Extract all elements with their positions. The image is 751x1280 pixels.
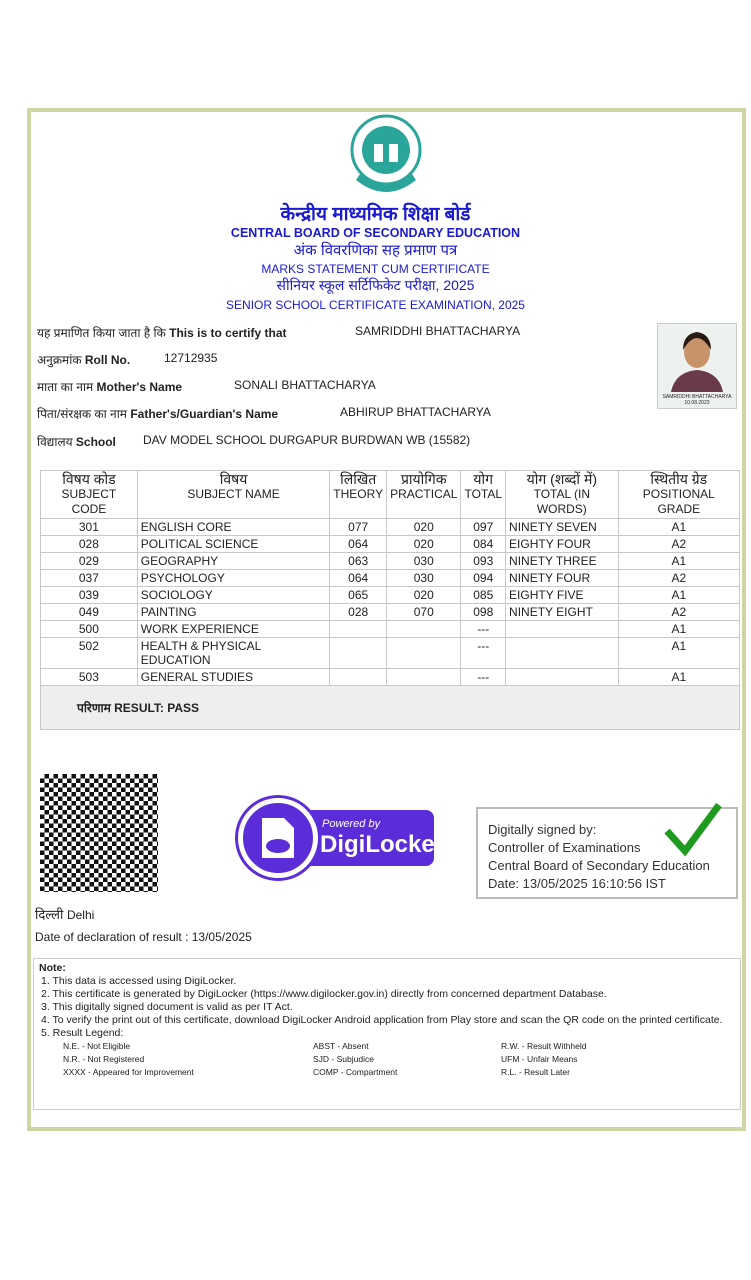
table-cell: 064	[330, 536, 387, 553]
table-cell: 030	[387, 553, 461, 570]
table-row	[41, 536, 740, 553]
table-row	[41, 587, 740, 604]
table-row	[41, 570, 740, 587]
table-cell: 049	[41, 604, 138, 621]
table-cell: NINETY FOUR	[506, 570, 619, 587]
table-row	[41, 519, 740, 536]
mother-label: माता का नाम Mother's Name	[37, 380, 183, 394]
place: दिल्ली Delhi	[35, 907, 95, 922]
school-label: विद्यालय School	[37, 435, 116, 449]
table-cell	[330, 621, 387, 638]
table-cell: 077	[330, 519, 387, 536]
roll-number: 12712935	[164, 351, 218, 365]
table-cell	[506, 621, 619, 638]
table-cell: 500	[41, 621, 138, 638]
table-cell	[330, 638, 387, 669]
student-photo: SAMRIDDHI BHATTACHARYA 10.08.2023	[657, 323, 737, 409]
table-cell: A1	[618, 587, 739, 604]
digilocker-badge: Powered by DigiLocker	[238, 798, 434, 878]
legend-item: COMP - Compartment	[313, 1067, 398, 1077]
note-item: 1. This data is accessed using DigiLocker.	[41, 975, 237, 987]
legend-item: ABST - Absent	[313, 1041, 369, 1051]
table-cell: A2	[618, 604, 739, 621]
table-cell: SOCIOLOGY	[137, 587, 330, 604]
table-cell: 097	[461, 519, 506, 536]
table-row	[41, 621, 740, 638]
student-name: SAMRIDDHI BHATTACHARYA	[355, 324, 521, 338]
table-cell: GENERAL STUDIES	[137, 669, 330, 686]
table-cell: PAINTING	[137, 604, 330, 621]
table-cell	[387, 638, 461, 669]
table-cell: A1	[618, 669, 739, 686]
table-cell: 030	[387, 570, 461, 587]
table-cell: 020	[387, 587, 461, 604]
table-cell: EIGHTY FOUR	[506, 536, 619, 553]
father-name: ABHIRUP BHATTACHARYA	[340, 405, 491, 419]
table-cell: A1	[618, 519, 739, 536]
table-cell: ---	[461, 669, 506, 686]
table-cell: 093	[461, 553, 506, 570]
qr-code[interactable]	[40, 774, 158, 892]
cbse-logo	[348, 114, 424, 200]
table-cell: A1	[618, 553, 739, 570]
table-row	[41, 669, 740, 686]
note-item: 3. This digitally signed document is valid as per IT Act.	[41, 1001, 293, 1013]
table-row	[41, 604, 740, 621]
legend-item: SJD - Subjudice	[313, 1054, 374, 1064]
declaration-date: Date of declaration of result : 13/05/2025	[35, 930, 252, 944]
table-cell: GEOGRAPHY	[137, 553, 330, 570]
column-header: प्रायोगिक PRACTICAL	[387, 471, 461, 519]
legend-item: UFM - Unfair Means	[501, 1054, 578, 1064]
checkmark-icon	[663, 801, 723, 857]
column-header: विषय कोड SUBJECT CODE	[41, 471, 138, 519]
table-cell: ---	[461, 621, 506, 638]
table-cell: POLITICAL SCIENCE	[137, 536, 330, 553]
table-cell: WORK EXPERIENCE	[137, 621, 330, 638]
table-cell: 094	[461, 570, 506, 587]
note-item: 5. Result Legend:	[41, 1027, 124, 1039]
table-cell: 029	[41, 553, 138, 570]
table-cell: ENGLISH CORE	[137, 519, 330, 536]
table-cell: ---	[461, 638, 506, 669]
legend-item: R.W. - Result Withheld	[501, 1041, 587, 1051]
table-cell: 028	[41, 536, 138, 553]
school-name: DAV MODEL SCHOOL DURGAPUR BURDWAN WB (15582)	[143, 433, 471, 447]
table-cell: 063	[330, 553, 387, 570]
table-cell: 065	[330, 587, 387, 604]
table-cell: A1	[618, 638, 739, 669]
table-cell	[506, 669, 619, 686]
father-label: पिता/संरक्षक का नाम Father's/Guardian's Name	[37, 407, 279, 421]
board-name-hindi: केन्द्रीय माध्यमिक शिक्षा बोर्ड	[280, 204, 471, 225]
table-cell: 020	[387, 519, 461, 536]
column-header: लिखित THEORY	[330, 471, 387, 519]
legend-item: R.L. - Result Later	[501, 1067, 570, 1077]
table-cell	[506, 638, 619, 669]
legend-item: N.E. - Not Eligible	[63, 1041, 131, 1051]
table-cell: 503	[41, 669, 138, 686]
table-cell: NINETY EIGHT	[506, 604, 619, 621]
certify-label: यह प्रमाणित किया जाता है कि This is to certify that	[37, 326, 287, 340]
table-row	[41, 553, 740, 570]
table-cell: NINETY THREE	[506, 553, 619, 570]
cert-title: MARKS STATEMENT CUM CERTIFICATE	[261, 262, 490, 276]
table-cell: 064	[330, 570, 387, 587]
mother-name: SONALI BHATTACHARYA	[234, 378, 376, 392]
table-cell: 070	[387, 604, 461, 621]
table-cell: EIGHTY FIVE	[506, 587, 619, 604]
table-row	[41, 638, 740, 669]
table-cell: 084	[461, 536, 506, 553]
column-header: योग (शब्दों में) TOTAL (IN WORDS)	[506, 471, 619, 519]
table-cell: 028	[330, 604, 387, 621]
digital-signature-box: Digitally signed by: Controller of Examinations Central Board of Secondary Education Date: 13/05/2025 16:10:56 IST	[476, 807, 738, 899]
table-cell	[387, 669, 461, 686]
table-cell: 020	[387, 536, 461, 553]
table-cell	[330, 669, 387, 686]
legend-item: N.R. - Not Registered	[63, 1054, 145, 1064]
legend-item: XXXX - Appeared for Improvement	[63, 1067, 194, 1077]
marks-table	[40, 470, 740, 730]
table-cell: 085	[461, 587, 506, 604]
cert-title-hindi: अंक विवरणिका सह प्रमाण पत्र	[293, 242, 458, 259]
result-status: RESULT: PASS	[114, 701, 200, 715]
result-row: परिणाम RESULT: PASS	[41, 686, 740, 730]
board-name: CENTRAL BOARD OF SECONDARY EDUCATION	[230, 226, 521, 240]
table-cell: NINETY SEVEN	[506, 519, 619, 536]
table-cell: A1	[618, 621, 739, 638]
column-header: योग TOTAL	[461, 471, 506, 519]
document-cloud-icon	[258, 816, 298, 860]
exam-title: SENIOR SCHOOL CERTIFICATE EXAMINATION, 2025	[226, 298, 525, 312]
column-header: विषय SUBJECT NAME	[137, 471, 330, 519]
table-cell: 037	[41, 570, 138, 587]
exam-title-hindi: सीनियर स्कूल सर्टिफिकेट परीक्षा, 2025	[276, 277, 475, 293]
table-cell: HEALTH & PHYSICAL EDUCATION	[137, 638, 330, 669]
table-cell: A2	[618, 570, 739, 587]
table-cell: 301	[41, 519, 138, 536]
table-cell: 039	[41, 587, 138, 604]
roll-label: अनुक्रमांक Roll No.	[37, 353, 131, 367]
table-cell	[387, 621, 461, 638]
table-cell: PSYCHOLOGY	[137, 570, 330, 587]
table-cell: A2	[618, 536, 739, 553]
table-cell: 502	[41, 638, 138, 669]
note-item: 2. This certificate is generated by DigiLocker (https://www.digilocker.gov.in) directly from concerned department Database.	[41, 988, 607, 1000]
column-header: स्थितीय ग्रेड POSITIONAL GRADE	[618, 471, 739, 519]
note-item: 4. To verify the print out of this certificate, download DigiLocker Android application from Play store and scan the QR code on the printed certificate.	[41, 1014, 723, 1026]
table-cell: 098	[461, 604, 506, 621]
notes-box: Note: 1. This data is accessed using DigiLocker. 2. This certificate is generated by DigiLocker (https://www.digilocker.gov.in) directly from concerned department Database. 3. This digitally signed document is valid as per IT Act. 4. To verify the print out of this certificate, download DigiLocker Android application from Play store and scan the QR code on the printed certificate. 5. Result Legend: N.E. - Not Eligible ABST - Absent R.W. - Result Withheld N.R. - Not Registered SJD - Subjudice UFM - Unfair Means XXXX - Appeared for Improvement COMP - Compartment R.L. - Result Later	[33, 958, 741, 1110]
